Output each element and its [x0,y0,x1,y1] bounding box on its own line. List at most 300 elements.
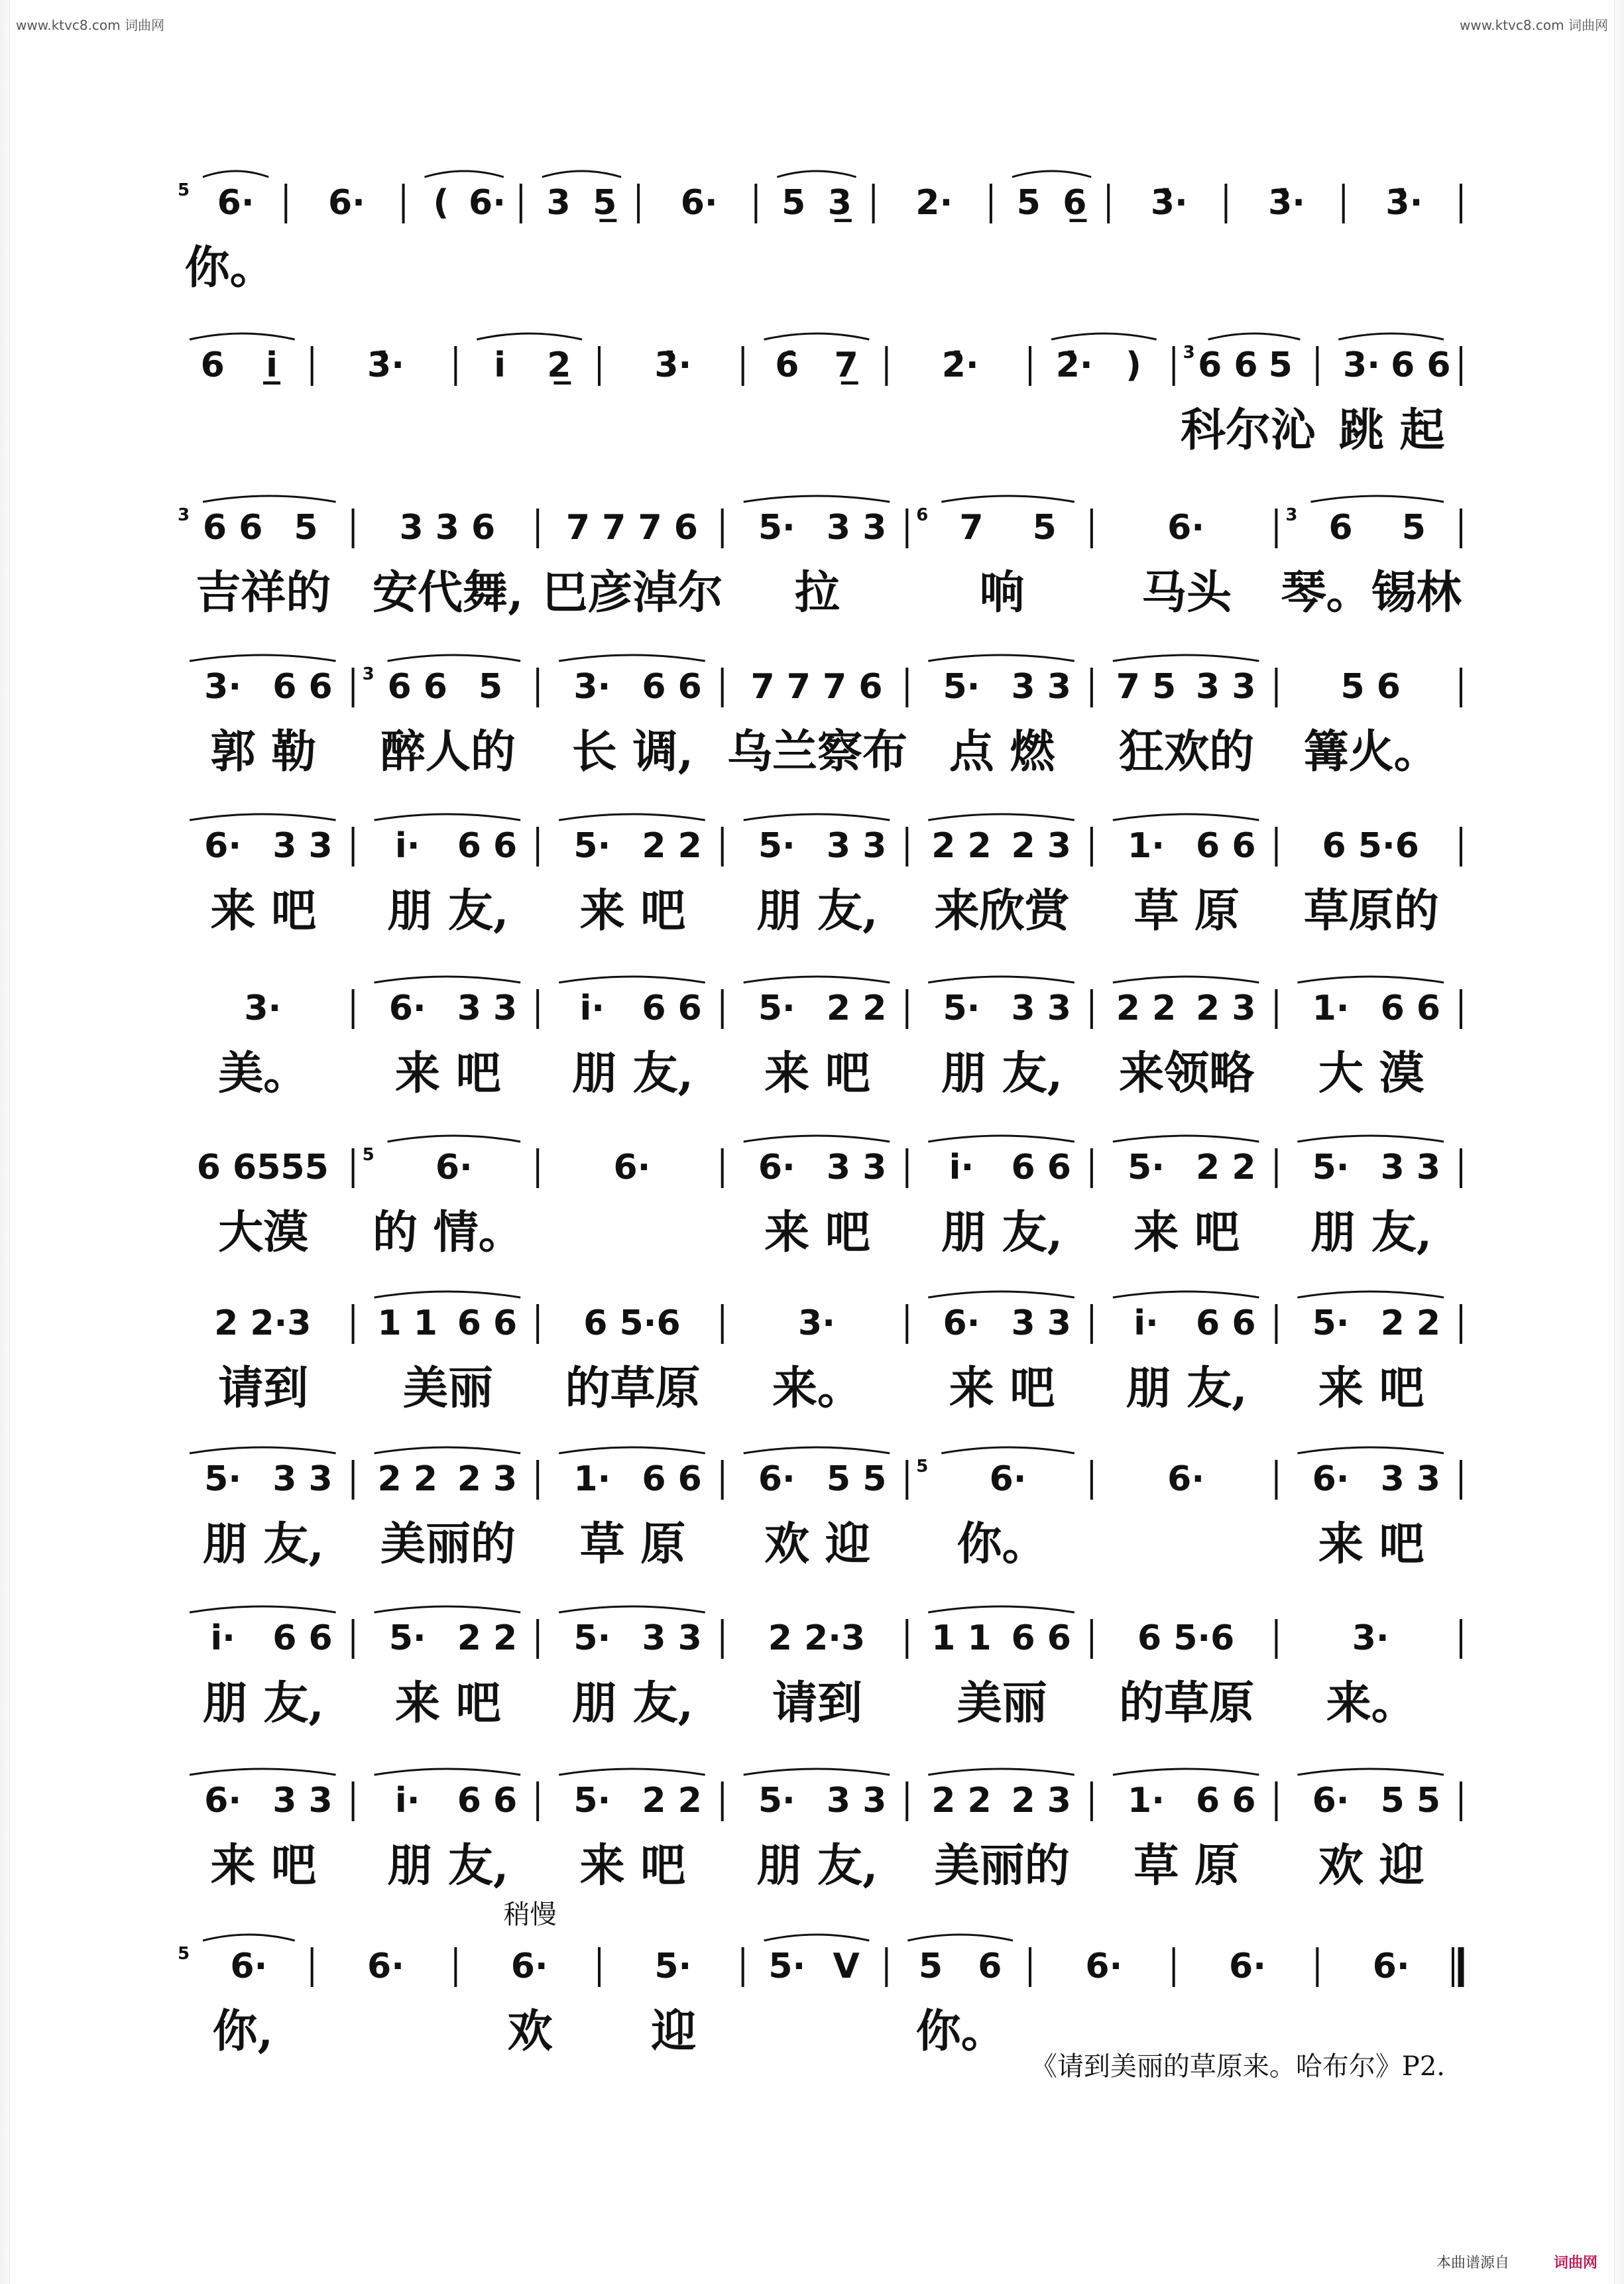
lyric-syllable: 草原的 [1303,884,1439,937]
note: 6 6 [272,667,333,707]
measure [399,508,495,548]
note: 2 3 [1196,989,1256,1028]
note: 3 3 [826,508,887,548]
note: 6· [388,989,426,1028]
note: ( [433,183,449,223]
note: 3 3 [1380,1459,1441,1499]
slur-arc [375,1769,521,1775]
lyric-syllable: 来欣赏 [934,884,1070,937]
note: 6· [327,183,365,223]
slur-arc [375,814,521,820]
measure [1373,1947,1410,1986]
slur-arc [928,655,1074,661]
measure [559,655,705,707]
note: 6· [1167,1459,1205,1499]
header-right-watermark: www.ktvc8.com 词曲网 [1459,17,1608,33]
note: 2 2 [1116,989,1177,1028]
measure [916,496,1074,548]
measure [190,655,336,707]
footer-right-logo: 词曲网 [1553,2255,1597,2271]
note: 1· [1128,826,1165,866]
note: 5· [573,1618,611,1658]
note: 5· [573,826,611,866]
note: 2 3 [457,1459,518,1499]
grace-note: 5 [916,1457,929,1476]
note: i [494,345,506,385]
note: 3 3 [1196,667,1256,707]
slur-arc [1208,333,1301,339]
lyric-syllable: 朋 友, [387,884,509,937]
measure [178,496,336,548]
measure [1113,814,1259,866]
note: 3 3 [826,826,887,866]
lyrics-line [171,1514,1464,1574]
note: 6· [1167,508,1205,548]
slur-arc [375,1606,521,1612]
note: 3· [1343,345,1380,385]
slur-arc [559,655,705,661]
measure [1229,1947,1266,1986]
slur-arc [559,1769,705,1775]
lyric-syllable: 来 吧 [949,1362,1055,1415]
lyric-syllable: 的草原 [565,1362,701,1415]
lyric-syllable: 的 情。 [373,1206,524,1259]
note: 1· [573,1459,611,1499]
measure [1113,1136,1259,1187]
slur-arc [941,496,1074,502]
slur-arc [425,171,504,177]
lyric-syllable [540,1203,725,1262]
note: 6 6 [642,1459,702,1499]
lyric-syllable: 美。 [218,1047,309,1100]
note: 6· [230,1947,268,1986]
note: 6· [1085,1947,1123,1986]
note: i· [949,1148,974,1187]
grace-note: 5 [362,1145,375,1165]
note: i· [210,1618,235,1658]
note: 5· [204,1459,242,1499]
slur-arc [1297,1769,1444,1775]
note: 6· [1312,1781,1350,1821]
measure [681,183,718,223]
measure [375,1769,521,1821]
slur-arc [777,171,856,177]
note: 3 3 [272,1781,333,1821]
lyric-syllable: 美丽的 [934,1839,1070,1892]
note: 5 [918,1947,943,1986]
lyric-syllable [1094,1514,1279,1574]
measure [1151,183,1188,223]
measure [915,183,953,223]
lyric-syllable: 来 吧 [764,1206,870,1259]
lyric-syllable: 朋 友, [941,1206,1063,1259]
measure [907,1935,1013,1986]
note: 3̇· [1385,183,1423,223]
measure [542,171,621,223]
measure [744,1447,890,1499]
note: 3 3 [642,1618,702,1658]
note: 3̲ [827,183,852,223]
lyrics-line [171,722,1464,782]
measure [750,667,882,707]
slur-arc [1113,655,1259,661]
note: 3 [546,183,571,223]
measure [928,1606,1074,1658]
slur-arc [388,655,521,661]
note: 3· [798,1303,835,1343]
measure [328,183,365,223]
slur-arc [1297,977,1444,983]
note: 6 6 [272,1618,333,1658]
note: 6· [204,1781,242,1821]
lyric-syllable [994,238,1111,298]
measure [928,1292,1074,1343]
lyric-syllable: 科尔沁 [1181,404,1316,457]
measure [1297,1769,1444,1821]
lyric-syllable: 欢 迎 [764,1518,870,1571]
lyric-syllable: 响 [979,566,1025,619]
measure [1183,333,1301,385]
lyric-syllable: 朋 友, [1310,1206,1432,1259]
measure [559,1769,705,1821]
lyrics-line [171,1836,1464,1895]
measure [190,814,336,866]
note: 3 3 [1011,667,1071,707]
note: 6 5·6 [1137,1618,1235,1658]
measure [1113,1292,1259,1343]
slur-arc [1012,171,1091,177]
note: 5 [1268,345,1293,385]
note: 5 5 [826,1459,887,1499]
note: 1· [1128,1781,1165,1821]
measure [477,333,582,385]
measure [1012,171,1091,223]
slur-arc [928,977,1074,983]
measure [1113,655,1259,707]
lyric-syllable: 来 吧 [395,1047,501,1100]
lyric-syllable: 乌兰察布 [727,725,908,778]
note: 2 2·3 [214,1303,312,1343]
lyric-syllable: 狂欢的 [1119,725,1255,778]
lyric-syllable [171,400,315,460]
note: 2̇· [941,345,979,385]
lyric-syllable: 来 吧 [579,1839,686,1892]
note: 6· [989,1459,1027,1499]
measure [178,171,268,223]
note: 6· [435,1148,473,1187]
lyric-syllable [746,400,890,460]
note: 3· [244,989,282,1028]
slur-arc [559,977,705,983]
slur-arc [1113,1292,1259,1297]
note: 5̲ [593,183,617,223]
measure [1285,496,1444,548]
slur-arc [375,977,521,983]
lyric-syllable [524,238,641,298]
slur-arc [744,1769,890,1775]
measure [1352,1618,1389,1658]
note: 3̇· [1150,183,1188,223]
note: 5· [388,1618,426,1658]
measure [764,1935,870,1986]
measure [928,655,1074,707]
lyric-syllable: 来 吧 [579,884,686,937]
lyric-syllable [602,400,746,460]
measure [425,171,506,223]
lyric-syllable: 朋 友, [756,884,878,937]
lyric-syllable: 巴彦淖尔 [542,566,723,619]
note: 5· [758,989,795,1028]
source-note: 《请到美丽的草原来。哈布尔》P2. [1030,2051,1445,2082]
grace-note: 3 [1285,505,1298,525]
slur-arc [477,333,582,339]
measure [375,977,521,1028]
slur-arc [1297,1292,1444,1297]
note: 3 3 [1011,989,1071,1028]
measure [375,814,521,866]
measure [1297,1447,1444,1499]
note: 3 3 [1380,1148,1441,1187]
measure [1137,1618,1234,1658]
note: 7 7 7 6 [750,667,883,707]
lyric-syllable: 的草原 [1119,1677,1255,1730]
measure [928,1136,1074,1187]
slur-arc [928,1136,1074,1142]
note: 6 [200,345,225,385]
note: 5 5 [1380,1781,1441,1821]
lyric-syllable: 美丽的 [380,1518,516,1571]
lyric-syllable: 朋 友, [387,1839,509,1892]
note: 1 1 [377,1303,437,1343]
measure [375,1292,521,1343]
measure [654,1947,691,1986]
lyric-syllable [458,400,602,460]
lyric-syllable: 朋 友, [202,1677,324,1730]
measure [928,1769,1074,1821]
note: 2 2·3 [768,1618,866,1658]
note: i· [1133,1303,1159,1343]
measure [744,1769,890,1821]
slur-arc [1297,1447,1444,1453]
slur-arc [203,496,336,502]
note: 3 3 [826,1781,887,1821]
note: 2 2 [826,989,887,1028]
lyric-syllable [758,238,876,298]
note: 1· [1312,989,1350,1028]
lyric-syllable [315,2002,459,2061]
lyrics-line [171,1358,1464,1418]
measure [367,1947,404,1986]
lyric-syllable: 你。 [184,241,275,294]
slur-arc [744,977,890,983]
note: 5· [943,667,980,707]
note: 6 6555 [196,1148,329,1187]
note: 6 6 [1196,1303,1256,1343]
lyric-syllable: 大漠 [218,1206,309,1259]
slur-arc [190,333,295,339]
header-left-watermark: www.ktvc8.com 词曲网 [16,17,165,33]
note: 2 2 [1196,1148,1256,1187]
measure [504,1899,557,1986]
grace-note: 3 [362,664,375,684]
measure [363,655,521,707]
note: 2 3 [1011,826,1071,866]
note: 5· [758,1781,795,1821]
note: 3̇· [367,345,404,385]
slur-arc [203,1935,295,1941]
measure [178,1935,295,1986]
lyric-syllable: 朋 友, [571,1047,694,1100]
slur-arc [941,1447,1074,1453]
note: 6 6 [1380,989,1441,1028]
note: 3 3 6 [399,508,496,548]
measure [190,1447,336,1499]
note: 6 6 [1011,1148,1071,1187]
measure [1340,667,1400,707]
note: 6· [367,1947,404,1986]
note: 1 1 [931,1618,992,1658]
lyrics-line [171,563,1464,623]
measure [744,814,890,866]
measure [916,1447,1074,1499]
measure [1167,508,1204,548]
footer [1436,2252,1597,2272]
note: 5· [943,989,980,1028]
lyric-syllable: 草 原 [1133,1839,1240,1892]
slur-arc [764,1935,870,1941]
slur-arc [542,171,621,177]
note: 5 [782,183,806,223]
note: 6̲ [1063,183,1087,223]
note: 6 [1328,508,1353,548]
lyric-syllable: 来 吧 [395,1677,501,1730]
measure [777,171,856,223]
lyric-syllable: 来。 [772,1362,863,1415]
measure [1297,977,1444,1028]
lyric-syllable: 琴。锡林 [1281,566,1462,619]
lyric-syllable: 朋 友, [941,1047,1063,1100]
lyric-syllable: 长 调, [571,725,694,778]
note: 6· [1372,1947,1410,1986]
note: 6̇ [775,345,799,385]
lyric-syllable: 你。 [915,2005,1006,2058]
note: 6 6 [457,1303,518,1343]
lyric-syllable: 欢 [507,2005,553,2058]
measure [744,1136,890,1187]
lyric-syllable [641,238,758,298]
lyric-syllable: 来 吧 [1318,1518,1424,1571]
measure [613,1148,650,1187]
lyrics-line [171,1673,1464,1733]
slur-arc [1297,1136,1444,1142]
note: 6· [204,826,242,866]
slur-arc [559,814,705,820]
note: i· [394,826,420,866]
grace-note: 6 [916,505,929,525]
note: 6· [510,1947,548,1986]
lyric-syllable: 朋 友, [571,1677,694,1730]
slur-arc [744,814,890,820]
note: 3· [1352,1618,1389,1658]
slur-arc [559,1606,705,1612]
note: 5· [1312,1303,1350,1343]
lyric-syllable [1228,238,1346,298]
slur-arc [907,1935,1013,1941]
page-edge-right [1614,0,1624,2284]
lyric-syllable: 来 吧 [1318,1362,1424,1415]
note: 3· [204,667,242,707]
lyric-syllable: 美丽 [957,1677,1047,1730]
lyric-syllable [1033,400,1177,460]
lyric-syllable [288,238,406,298]
lyric-syllable: 请到 [218,1362,309,1415]
measure [375,1606,521,1658]
slur-arc [388,1136,521,1142]
lyric-syllable [746,2002,890,2061]
lyric-syllable: 吉祥的 [196,566,331,619]
note: 5· [758,508,795,548]
note: 5 [1032,508,1057,548]
slur-arc [203,171,268,177]
measure [744,496,890,548]
slur-arc [1113,1769,1259,1775]
slur-arc [190,1606,336,1612]
page-edge-left [0,0,10,2284]
measure [1385,183,1422,223]
grace-note: 3 [1183,343,1195,363]
note: i̲ [266,345,278,385]
tempo-marking: 稍慢 [503,1899,557,1930]
note: 3 3 [272,1459,333,1499]
note: 6· [758,1148,795,1187]
measure [559,977,705,1028]
lyric-syllable: 郭 勒 [210,725,317,778]
grace-note: 3 [178,505,190,525]
note: 6 6 [642,667,702,707]
lyric-syllable: 美丽 [402,1362,493,1415]
measure [559,814,705,866]
note: 3 3 [1011,1303,1071,1343]
slur-arc [928,814,1074,820]
lyric-syllable [1346,238,1464,298]
lyric-syllable: 来 吧 [210,1839,317,1892]
measure [367,345,404,385]
lyric-syllable [315,400,459,460]
lyric-syllable: 朋 友, [202,1518,324,1571]
note: 5· [1312,1148,1350,1187]
slur-arc [928,1606,1074,1612]
slur-arc [1113,977,1259,983]
note: 7 [959,508,984,548]
footer-left-text: 本曲谱源自 [1436,2255,1509,2271]
lyric-syllable: 欢 迎 [1318,1839,1424,1892]
lyric-syllable: 来 吧 [764,1047,870,1100]
lyric-syllable: 马头 [1141,566,1232,619]
lyrics-line [171,881,1464,941]
measure [1322,826,1419,866]
measure [764,333,870,385]
note: 6· [613,1148,651,1187]
slur-arc [559,1447,705,1453]
note: V [833,1947,860,1986]
lyric-syllable [406,238,524,298]
lyric-syllable [1111,238,1228,298]
lyric-syllable: 跳 起 [1338,404,1445,457]
slur-arc [764,333,870,339]
note: 2̇· [1055,345,1093,385]
note: 2̲ [547,345,571,385]
note: 5 6 [1340,667,1401,707]
